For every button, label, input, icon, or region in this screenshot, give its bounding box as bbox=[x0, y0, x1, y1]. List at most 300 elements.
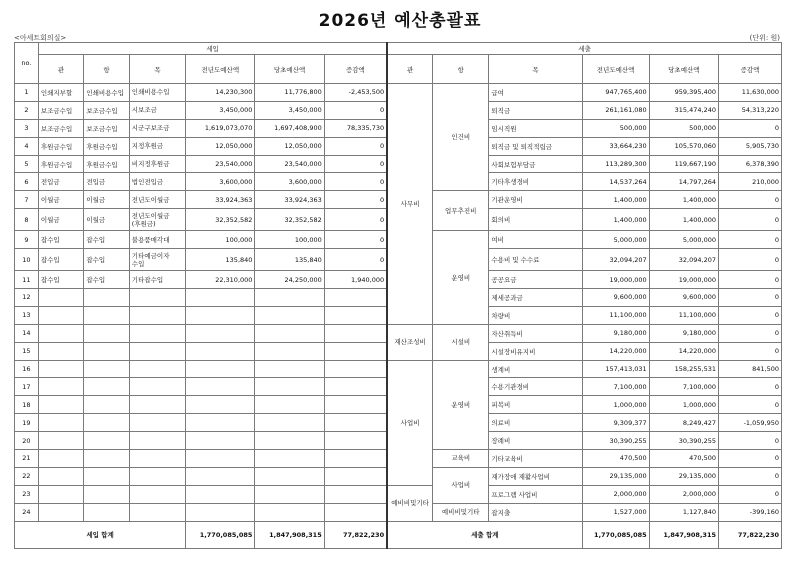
expense-prev-cell: 5,000,000 bbox=[582, 231, 649, 249]
expense-mok-cell: 재가장애 재활사업비 bbox=[489, 467, 582, 485]
income-prev-cell: 22,310,000 bbox=[186, 271, 255, 289]
expense-prev-cell: 29,135,000 bbox=[582, 467, 649, 485]
expense-prev-cell: 470,500 bbox=[582, 450, 649, 468]
income-diff-cell: 0 bbox=[324, 191, 387, 209]
income-curr-cell bbox=[255, 306, 324, 324]
income-prev-cell: 3,450,000 bbox=[186, 101, 255, 119]
income-diff-cell: 0 bbox=[324, 101, 387, 119]
income-gwan-cell: 잡수입 bbox=[38, 271, 83, 289]
income-curr-cell bbox=[255, 396, 324, 414]
expense-hang-cell: 인건비 bbox=[433, 84, 489, 191]
income-diff-cell: -2,453,500 bbox=[324, 84, 387, 102]
expense-curr-cell: 959,395,400 bbox=[649, 84, 718, 102]
income-gwan-cell: 이월금 bbox=[38, 191, 83, 209]
row-number: 16 bbox=[15, 360, 39, 378]
income-curr-cell: 135,840 bbox=[255, 249, 324, 271]
income-prev-cell: 135,840 bbox=[186, 249, 255, 271]
expense-mok-cell: 생계비 bbox=[489, 360, 582, 378]
income-curr-cell bbox=[255, 378, 324, 396]
expense-mok-cell: 퇴직금 bbox=[489, 101, 582, 119]
income-mok-cell: 지정후원금 bbox=[129, 137, 185, 155]
row-number: 5 bbox=[15, 155, 39, 173]
income-gwan-cell: 잡수입 bbox=[38, 231, 83, 249]
row-number: 6 bbox=[15, 173, 39, 191]
row-number: 18 bbox=[15, 396, 39, 414]
income-gwan-cell: 보조금수입 bbox=[38, 101, 83, 119]
income-hang-cell bbox=[84, 414, 129, 432]
income-mok-cell bbox=[129, 324, 185, 342]
expense-prev-cell: 33,664,230 bbox=[582, 137, 649, 155]
expense-mok-cell: 퇴직금 및 퇴직적립금 bbox=[489, 137, 582, 155]
income-hang-cell bbox=[84, 289, 129, 307]
expense-prev-cell: 261,161,080 bbox=[582, 101, 649, 119]
income-prev-cell bbox=[186, 306, 255, 324]
income-mok-cell bbox=[129, 378, 185, 396]
expense-diff-cell: 841,500 bbox=[719, 360, 782, 378]
income-gwan-cell: 인쇄지부할 bbox=[38, 84, 83, 102]
income-hang-cell bbox=[84, 432, 129, 450]
income-curr-cell bbox=[255, 467, 324, 485]
income-curr-cell: 12,050,000 bbox=[255, 137, 324, 155]
income-curr-cell bbox=[255, 289, 324, 307]
expense-diff-cell: 6,378,390 bbox=[719, 155, 782, 173]
income-curr-cell: 3,450,000 bbox=[255, 101, 324, 119]
income-diff-cell bbox=[324, 289, 387, 307]
income-gwan-cell bbox=[38, 467, 83, 485]
expense-prev-cell: 1,527,000 bbox=[582, 503, 649, 521]
income-curr-cell bbox=[255, 324, 324, 342]
expense-mok-cell: 피복비 bbox=[489, 396, 582, 414]
expense-curr-cell: 1,127,840 bbox=[649, 503, 718, 521]
income-prev-cell bbox=[186, 324, 255, 342]
expense-diff-cell: -399,160 bbox=[719, 503, 782, 521]
expense-curr-cell: 11,100,000 bbox=[649, 306, 718, 324]
expense-curr-cell: 14,220,000 bbox=[649, 342, 718, 360]
expense-diff-cell: 0 bbox=[719, 231, 782, 249]
expense-diff-cell: 0 bbox=[719, 191, 782, 209]
income-hang-cell: 이월금 bbox=[84, 191, 129, 209]
income-curr-cell: 24,250,000 bbox=[255, 271, 324, 289]
income-mok-cell bbox=[129, 467, 185, 485]
table-row bbox=[15, 360, 782, 378]
income-diff-cell: 0 bbox=[324, 249, 387, 271]
income-gwan-cell bbox=[38, 342, 83, 360]
income-diff-cell: 0 bbox=[324, 155, 387, 173]
income-hang-cell: 보조금수입 bbox=[84, 101, 129, 119]
income-mok-cell bbox=[129, 432, 185, 450]
income-gwan-cell: 전입금 bbox=[38, 173, 83, 191]
expense-total-label: 세출 합계 bbox=[387, 521, 582, 548]
income-prev-cell: 14,230,300 bbox=[186, 84, 255, 102]
row-number: 7 bbox=[15, 191, 39, 209]
income-mok-cell bbox=[129, 414, 185, 432]
expense-curr-cell: 470,500 bbox=[649, 450, 718, 468]
expense-curr-cell: 19,000,000 bbox=[649, 271, 718, 289]
income-hang-cell bbox=[84, 485, 129, 503]
income-mok-cell bbox=[129, 342, 185, 360]
income-mok-cell: 시보조금 bbox=[129, 101, 185, 119]
expense-mok-cell: 여비 bbox=[489, 231, 582, 249]
row-number: 2 bbox=[15, 101, 39, 119]
income-gwan-cell bbox=[38, 289, 83, 307]
income-prev-cell bbox=[186, 467, 255, 485]
expense-gwan-cell: 재산조성비 bbox=[387, 324, 432, 360]
income-hang-cell bbox=[84, 324, 129, 342]
expense-curr-cell: 9,600,000 bbox=[649, 289, 718, 307]
expense-curr-cell: 2,000,000 bbox=[649, 485, 718, 503]
income-mok-cell bbox=[129, 306, 185, 324]
income-curr-cell: 1,697,408,900 bbox=[255, 119, 324, 137]
expense-curr-cell: 158,255,531 bbox=[649, 360, 718, 378]
income-prev-cell: 33,924,363 bbox=[186, 191, 255, 209]
income-hang-cell bbox=[84, 396, 129, 414]
income-mok-cell bbox=[129, 396, 185, 414]
row-number: 11 bbox=[15, 271, 39, 289]
income-diff-cell: 0 bbox=[324, 231, 387, 249]
income-prev-cell bbox=[186, 503, 255, 521]
income-prev-cell bbox=[186, 378, 255, 396]
row-number: 22 bbox=[15, 467, 39, 485]
income-gwan-cell: 보조금수입 bbox=[38, 119, 83, 137]
header-expense-gwan: 관 bbox=[387, 55, 432, 84]
income-mok-cell bbox=[129, 360, 185, 378]
totals-row bbox=[15, 521, 782, 548]
expense-diff-cell: 11,630,000 bbox=[719, 84, 782, 102]
income-curr-cell: 100,000 bbox=[255, 231, 324, 249]
expense-prev-cell: 1,400,000 bbox=[582, 209, 649, 231]
row-number: 17 bbox=[15, 378, 39, 396]
expense-curr-cell: 315,474,240 bbox=[649, 101, 718, 119]
row-number: 20 bbox=[15, 432, 39, 450]
income-mok-cell bbox=[129, 289, 185, 307]
income-mok-cell: 전년도이월금 bbox=[129, 191, 185, 209]
income-diff-cell: 0 bbox=[324, 173, 387, 191]
income-prev-cell: 1,619,073,070 bbox=[186, 119, 255, 137]
header-no: no. bbox=[15, 43, 39, 84]
income-curr-cell: 23,540,000 bbox=[255, 155, 324, 173]
income-hang-cell: 후원금수입 bbox=[84, 155, 129, 173]
header-expense: 세출 bbox=[387, 43, 781, 55]
expense-total-diff: 77,822,230 bbox=[719, 521, 782, 548]
income-curr-cell bbox=[255, 360, 324, 378]
income-curr-cell: 11,776,800 bbox=[255, 84, 324, 102]
income-curr-cell: 33,924,363 bbox=[255, 191, 324, 209]
income-hang-cell: 후원금수입 bbox=[84, 137, 129, 155]
expense-hang-cell: 운영비 bbox=[433, 360, 489, 449]
income-total-diff: 77,822,230 bbox=[324, 521, 387, 548]
page-title: 2026년 예산총괄표 bbox=[318, 11, 482, 31]
income-prev-cell bbox=[186, 414, 255, 432]
income-curr-cell bbox=[255, 414, 324, 432]
row-number: 9 bbox=[15, 231, 39, 249]
row-number: 15 bbox=[15, 342, 39, 360]
expense-prev-cell: 947,765,400 bbox=[582, 84, 649, 102]
expense-mok-cell: 급여 bbox=[489, 84, 582, 102]
organization-label: <아세트회의실> bbox=[14, 34, 67, 42]
expense-total-curr: 1,847,908,315 bbox=[649, 521, 718, 548]
row-number: 24 bbox=[15, 503, 39, 521]
income-hang-cell bbox=[84, 450, 129, 468]
income-mok-cell bbox=[129, 450, 185, 468]
income-hang-cell: 보조금수입 bbox=[84, 119, 129, 137]
expense-mok-cell: 차량비 bbox=[489, 306, 582, 324]
expense-diff-cell: 0 bbox=[719, 467, 782, 485]
income-prev-cell: 3,600,000 bbox=[186, 173, 255, 191]
row-number: 4 bbox=[15, 137, 39, 155]
income-diff-cell bbox=[324, 360, 387, 378]
header-income-hang: 항 bbox=[84, 55, 129, 84]
income-hang-cell: 잡수입 bbox=[84, 271, 129, 289]
expense-mok-cell: 잡지출 bbox=[489, 503, 582, 521]
expense-mok-cell: 사회보험부담금 bbox=[489, 155, 582, 173]
expense-diff-cell: 0 bbox=[719, 485, 782, 503]
income-gwan-cell: 잡수입 bbox=[38, 249, 83, 271]
income-mok-cell: 기타예금이자 수입 bbox=[129, 249, 185, 271]
income-diff-cell bbox=[324, 503, 387, 521]
expense-hang-cell: 시설비 bbox=[433, 324, 489, 360]
income-gwan-cell: 후원금수입 bbox=[38, 137, 83, 155]
income-prev-cell bbox=[186, 450, 255, 468]
expense-prev-cell: 30,390,255 bbox=[582, 432, 649, 450]
expense-mok-cell: 수용비 및 수수료 bbox=[489, 249, 582, 271]
income-total-curr: 1,847,908,315 bbox=[255, 521, 324, 548]
expense-prev-cell: 113,289,300 bbox=[582, 155, 649, 173]
expense-prev-cell: 157,413,031 bbox=[582, 360, 649, 378]
income-total-label: 세입 합계 bbox=[15, 521, 186, 548]
header-expense-prev: 전년도예산액 bbox=[582, 55, 649, 84]
income-diff-cell: 0 bbox=[324, 137, 387, 155]
income-curr-cell: 32,352,582 bbox=[255, 209, 324, 231]
income-gwan-cell bbox=[38, 503, 83, 521]
expense-prev-cell: 19,000,000 bbox=[582, 271, 649, 289]
income-curr-cell bbox=[255, 432, 324, 450]
expense-diff-cell: 0 bbox=[719, 271, 782, 289]
expense-prev-cell: 9,600,000 bbox=[582, 289, 649, 307]
header-income-prev: 전년도예산액 bbox=[186, 55, 255, 84]
expense-curr-cell: 14,797,264 bbox=[649, 173, 718, 191]
income-curr-cell bbox=[255, 342, 324, 360]
expense-prev-cell: 500,000 bbox=[582, 119, 649, 137]
income-hang-cell bbox=[84, 342, 129, 360]
income-hang-cell bbox=[84, 360, 129, 378]
header-expense-hang: 항 bbox=[433, 55, 489, 84]
income-prev-cell: 23,540,000 bbox=[186, 155, 255, 173]
income-mok-cell: 기타잡수입 bbox=[129, 271, 185, 289]
expense-mok-cell: 프로그램 사업비 bbox=[489, 485, 582, 503]
header-row-top bbox=[15, 43, 782, 55]
expense-prev-cell: 14,537,264 bbox=[582, 173, 649, 191]
expense-diff-cell: 0 bbox=[719, 342, 782, 360]
income-gwan-cell: 후원금수입 bbox=[38, 155, 83, 173]
expense-mok-cell: 시설장비유지비 bbox=[489, 342, 582, 360]
income-hang-cell bbox=[84, 378, 129, 396]
expense-curr-cell: 32,094,207 bbox=[649, 249, 718, 271]
expense-curr-cell: 1,400,000 bbox=[649, 209, 718, 231]
income-gwan-cell bbox=[38, 396, 83, 414]
income-mok-cell: 시군구보조금 bbox=[129, 119, 185, 137]
income-gwan-cell bbox=[38, 360, 83, 378]
unit-label: (단위: 원) bbox=[749, 34, 780, 42]
expense-curr-cell: 1,000,000 bbox=[649, 396, 718, 414]
expense-diff-cell: 0 bbox=[719, 396, 782, 414]
income-diff-cell bbox=[324, 467, 387, 485]
income-diff-cell: 78,335,730 bbox=[324, 119, 387, 137]
expense-hang-cell: 예비비및기타 bbox=[433, 503, 489, 521]
header-income-curr: 당초예산액 bbox=[255, 55, 324, 84]
income-hang-cell: 잡수입 bbox=[84, 231, 129, 249]
expense-total-prev: 1,770,085,085 bbox=[582, 521, 649, 548]
expense-prev-cell: 1,000,000 bbox=[582, 396, 649, 414]
expense-curr-cell: 500,000 bbox=[649, 119, 718, 137]
income-mok-cell: 불용품매각대 bbox=[129, 231, 185, 249]
income-gwan-cell bbox=[38, 450, 83, 468]
expense-curr-cell: 119,667,190 bbox=[649, 155, 718, 173]
expense-mok-cell: 제세공과금 bbox=[489, 289, 582, 307]
header-row-columns bbox=[15, 55, 782, 84]
income-total-prev: 1,770,085,085 bbox=[186, 521, 255, 548]
expense-prev-cell: 11,100,000 bbox=[582, 306, 649, 324]
row-number: 19 bbox=[15, 414, 39, 432]
expense-mok-cell: 수용기관경비 bbox=[489, 378, 582, 396]
expense-diff-cell: 0 bbox=[719, 289, 782, 307]
income-hang-cell: 전입금 bbox=[84, 173, 129, 191]
expense-mok-cell: 장례비 bbox=[489, 432, 582, 450]
row-number: 1 bbox=[15, 84, 39, 102]
expense-hang-cell: 운영비 bbox=[433, 231, 489, 325]
income-diff-cell bbox=[324, 450, 387, 468]
income-diff-cell bbox=[324, 342, 387, 360]
expense-prev-cell: 14,220,000 bbox=[582, 342, 649, 360]
income-hang-cell: 인쇄비용수입 bbox=[84, 84, 129, 102]
income-diff-cell bbox=[324, 378, 387, 396]
expense-mok-cell: 기타교육비 bbox=[489, 450, 582, 468]
income-prev-cell bbox=[186, 342, 255, 360]
expense-gwan-cell: 예비비및기타 bbox=[387, 485, 432, 521]
income-gwan-cell bbox=[38, 414, 83, 432]
income-gwan-cell bbox=[38, 378, 83, 396]
income-mok-cell bbox=[129, 503, 185, 521]
expense-mok-cell: 기타후생경비 bbox=[489, 173, 582, 191]
expense-curr-cell: 7,100,000 bbox=[649, 378, 718, 396]
expense-diff-cell: 0 bbox=[719, 378, 782, 396]
row-number: 23 bbox=[15, 485, 39, 503]
expense-curr-cell: 8,249,427 bbox=[649, 414, 718, 432]
income-gwan-cell bbox=[38, 324, 83, 342]
row-number: 13 bbox=[15, 306, 39, 324]
expense-gwan-cell: 사무비 bbox=[387, 84, 432, 325]
income-diff-cell: 1,940,000 bbox=[324, 271, 387, 289]
expense-prev-cell: 2,000,000 bbox=[582, 485, 649, 503]
expense-diff-cell: 0 bbox=[719, 432, 782, 450]
row-number: 21 bbox=[15, 450, 39, 468]
income-hang-cell: 잡수입 bbox=[84, 249, 129, 271]
income-diff-cell bbox=[324, 396, 387, 414]
expense-diff-cell: 0 bbox=[719, 324, 782, 342]
row-number: 10 bbox=[15, 249, 39, 271]
expense-mok-cell: 자산취득비 bbox=[489, 324, 582, 342]
income-diff-cell bbox=[324, 485, 387, 503]
header-income-mok: 목 bbox=[129, 55, 185, 84]
income-curr-cell: 3,600,000 bbox=[255, 173, 324, 191]
income-prev-cell bbox=[186, 432, 255, 450]
header-income: 세입 bbox=[38, 43, 387, 55]
expense-curr-cell: 5,000,000 bbox=[649, 231, 718, 249]
income-mok-cell bbox=[129, 485, 185, 503]
row-number: 8 bbox=[15, 209, 39, 231]
expense-mok-cell: 임시직원 bbox=[489, 119, 582, 137]
income-gwan-cell: 이월금 bbox=[38, 209, 83, 231]
income-mok-cell: 법인전입금 bbox=[129, 173, 185, 191]
expense-curr-cell: 9,180,000 bbox=[649, 324, 718, 342]
row-number: 14 bbox=[15, 324, 39, 342]
income-diff-cell bbox=[324, 306, 387, 324]
table-row bbox=[15, 84, 782, 102]
income-curr-cell bbox=[255, 485, 324, 503]
expense-hang-cell: 사업비 bbox=[433, 467, 489, 503]
expense-diff-cell: 54,313,220 bbox=[719, 101, 782, 119]
expense-diff-cell: -1,059,950 bbox=[719, 414, 782, 432]
expense-diff-cell: 0 bbox=[719, 450, 782, 468]
expense-mok-cell: 의료비 bbox=[489, 414, 582, 432]
expense-mok-cell: 공공요금 bbox=[489, 271, 582, 289]
income-hang-cell bbox=[84, 503, 129, 521]
income-mok-cell: 전년도이월금 (후원금) bbox=[129, 209, 185, 231]
income-diff-cell bbox=[324, 432, 387, 450]
table-row bbox=[15, 485, 782, 503]
header-expense-diff: 증감액 bbox=[719, 55, 782, 84]
income-hang-cell bbox=[84, 306, 129, 324]
expense-diff-cell: 0 bbox=[719, 209, 782, 231]
header-income-diff: 증감액 bbox=[324, 55, 387, 84]
budget-table bbox=[14, 42, 782, 549]
expense-hang-cell: 업무추진비 bbox=[433, 191, 489, 231]
expense-diff-cell: 0 bbox=[719, 119, 782, 137]
income-prev-cell: 100,000 bbox=[186, 231, 255, 249]
income-hang-cell: 이월금 bbox=[84, 209, 129, 231]
expense-curr-cell: 1,400,000 bbox=[649, 191, 718, 209]
income-curr-cell bbox=[255, 503, 324, 521]
income-hang-cell bbox=[84, 467, 129, 485]
expense-diff-cell: 0 bbox=[719, 249, 782, 271]
expense-diff-cell: 0 bbox=[719, 306, 782, 324]
row-number: 12 bbox=[15, 289, 39, 307]
income-prev-cell bbox=[186, 289, 255, 307]
income-prev-cell bbox=[186, 360, 255, 378]
income-prev-cell bbox=[186, 396, 255, 414]
expense-prev-cell: 1,400,000 bbox=[582, 191, 649, 209]
header-expense-curr: 당초예산액 bbox=[649, 55, 718, 84]
income-prev-cell: 32,352,582 bbox=[186, 209, 255, 231]
expense-mok-cell: 기관운영비 bbox=[489, 191, 582, 209]
expense-gwan-cell: 사업비 bbox=[387, 360, 432, 485]
expense-diff-cell: 210,000 bbox=[719, 173, 782, 191]
expense-curr-cell: 105,570,060 bbox=[649, 137, 718, 155]
income-mok-cell: 인쇄비용수입 bbox=[129, 84, 185, 102]
expense-prev-cell: 9,180,000 bbox=[582, 324, 649, 342]
expense-prev-cell: 32,094,207 bbox=[582, 249, 649, 271]
income-gwan-cell bbox=[38, 485, 83, 503]
header-income-gwan: 관 bbox=[38, 55, 83, 84]
income-mok-cell: 비지정후원금 bbox=[129, 155, 185, 173]
header-expense-mok: 목 bbox=[489, 55, 582, 84]
table-row bbox=[15, 324, 782, 342]
expense-mok-cell: 회의비 bbox=[489, 209, 582, 231]
income-diff-cell bbox=[324, 414, 387, 432]
income-diff-cell: 0 bbox=[324, 209, 387, 231]
expense-prev-cell: 9,309,377 bbox=[582, 414, 649, 432]
income-gwan-cell bbox=[38, 432, 83, 450]
income-prev-cell: 12,050,000 bbox=[186, 137, 255, 155]
